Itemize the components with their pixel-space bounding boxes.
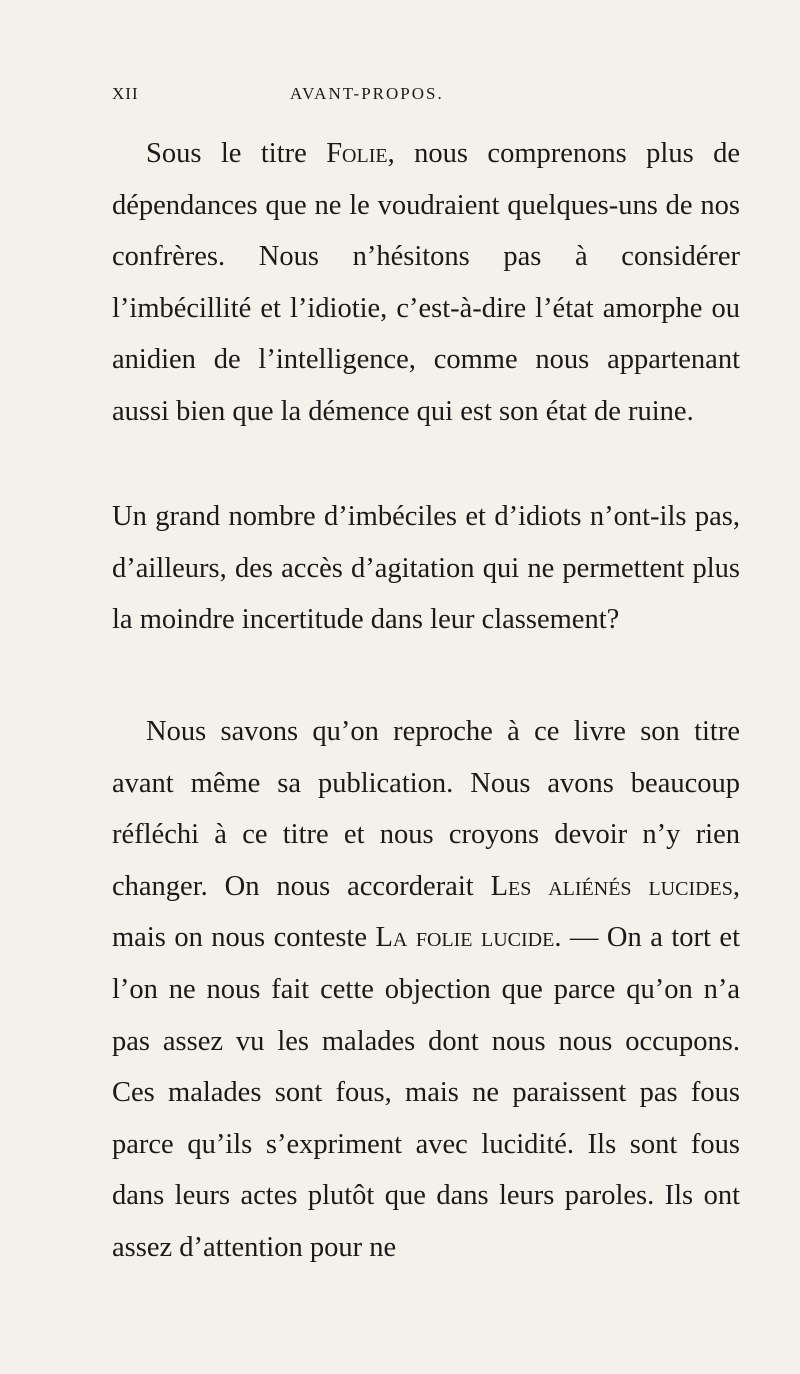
title-folie: Folie	[326, 138, 388, 169]
paragraph-3-text-b: , mais on nous conteste	[112, 870, 741, 954]
paragraph-3-text-a: Nous savons qu’on reproche à ce livre son titre avant même sa publication. Nous avons beaucoup réfléchi à ce titre et nous croyons devoir n’y rien changer. On nous accorderait	[112, 716, 740, 902]
paragraph-3-text-c: . — On a tort et l’on ne nous fait cette objection que parce qu’on n’a pas assez vu les malades dont nous nous occupons. Ces malades sont fous, mais ne paraissent pas fous parce qu’ils s’expriment avec lucidité. Ils sont fous dans leurs actes plutôt que dans leurs paroles. Ils ont assez d’attention pour ne	[112, 922, 740, 1263]
title-alienes-lucides: Les aliénés lucides	[490, 870, 733, 902]
running-head: AVANT-PROPOS.	[290, 84, 444, 103]
paragraph-1-text-a: Sous le titre	[146, 138, 327, 169]
page-number: XII	[112, 84, 139, 103]
paragraph-1-text-b: , nous comprenons plus de dépendances que ne le voudraient quelques-uns de nos confrères. Nous n’hésitons pas à considérer l’imbécillité et l’idiotie, c’est-à-dire l’état amorphe ou anidien de l’intelligence, comme nous appartenant aussi bien que la démence qui est son état de ruine.	[112, 138, 740, 427]
paragraph-1	[112, 128, 740, 438]
paragraph-3	[112, 706, 740, 1274]
title-folie-lucide: La folie lucide	[375, 922, 555, 954]
paragraph-2: Un grand nombre d’imbéciles et d’idiots n’ont-ils pas, d’ailleurs, des accès d’agitation qui ne permettent plus la moindre incertitude dans leur classement?	[112, 501, 740, 636]
